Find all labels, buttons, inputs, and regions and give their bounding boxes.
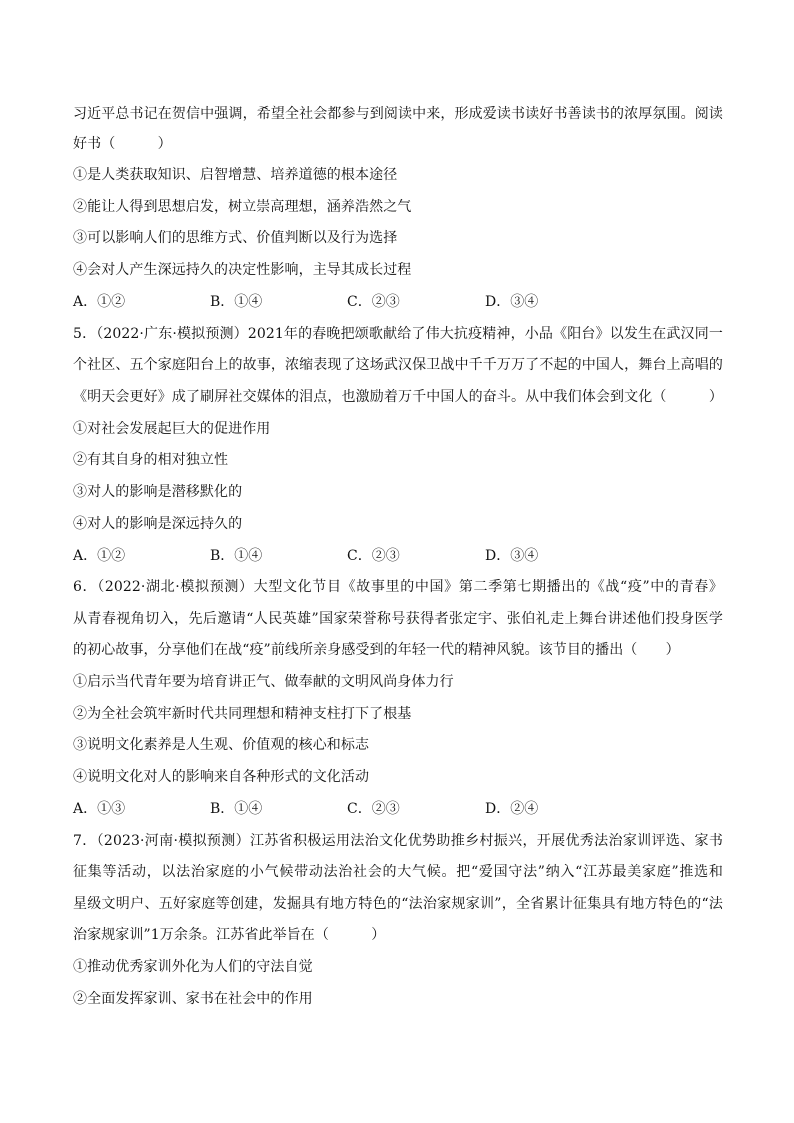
q5-option-c: C．②③	[347, 548, 400, 564]
q6-option-a: A．①③	[73, 801, 126, 817]
q5-option-b: B．①④	[210, 548, 263, 564]
q4-option-a: A．①②	[73, 294, 126, 310]
q4-stem-line-2: 好书（ ）	[73, 136, 172, 152]
q5-statement-1: ①对社会发展起巨大的促进作用	[73, 421, 271, 437]
q6-stem-line-3: 的初心故事，分享他们在战“疫”前线所亲身感受到的年轻一代的精神风貌。该节目的播出（ ）	[73, 642, 680, 658]
q5-statement-3: ③对人的影响是潜移默化的	[73, 484, 243, 500]
q7-stem-line-1: 7．（2023·河南·模拟预测）江苏省积极运用法治文化优势助推乡村振兴，开展优秀法治家训评选、家书	[73, 833, 723, 849]
q4-options	[73, 290, 723, 314]
q7-stem-line-2: 征集等活动，以法治家庭的小气候带动法治社会的大气候。把“爱国守法”纳入“江苏最美家庭”推选和	[73, 864, 723, 880]
q5-option-a: A．①②	[73, 548, 126, 564]
q6-options	[73, 797, 723, 821]
q6-stem-line-1: 6．（2022·湖北·模拟预测）大型文化节目《故事里的中国》第二季第七期播出的《战“疫”中的青春》	[73, 579, 723, 595]
q7-statement-2: ②全面发挥家训、家书在社会中的作用	[73, 991, 313, 1007]
q5-options	[73, 544, 723, 568]
q5-statement-4: ④对人的影响是深远持久的	[73, 516, 243, 532]
q7-stem-line-3: 星级文明户、五好家庭等创建，发掘具有地方特色的“法治家规家训”，全省累计征集具有地方特色的“法	[73, 896, 723, 912]
q6-option-b: B．①④	[210, 801, 263, 817]
q4-statement-4: ④会对人产生深远持久的决定性影响，主导其成长过程	[73, 262, 412, 278]
q4-stem-line-1: 习近平总书记在贺信中强调，希望全社会都参与到阅读中来，形成爱读书读好书善读书的浓厚氛围。阅读	[73, 106, 723, 122]
q4-option-b: B．①④	[210, 294, 263, 310]
q4-statement-3: ③可以影响人们的思维方式、价值判断以及行为选择	[73, 230, 398, 246]
q4-statement-1: ①是人类获取知识、启智增慧、培养道德的根本途径	[73, 167, 398, 183]
q5-statement-2: ②有其自身的相对独立性	[73, 452, 229, 468]
q5-stem-line-2: 个社区、五个家庭阳台上的故事，浓缩表现了这场武汉保卫战中千千万万了不起的中国人，舞台上高唱的	[73, 357, 723, 373]
q4-option-c: C．②③	[347, 294, 400, 310]
q4-option-d: D．③④	[485, 294, 539, 310]
q4-statement-2: ②能让人得到思想启发，树立崇高理想，涵养浩然之气	[73, 199, 412, 215]
q7-stem-line-4: 治家规家训”1万余条。江苏省此举旨在（ ）	[73, 927, 386, 943]
q6-statement-4: ④说明文化对人的影响来自各种形式的文化活动	[73, 769, 370, 785]
q5-stem-line-3: 《明天会更好》成了刷屏社交媒体的泪点，也激励着万千中国人的奋斗。从中我们体会到文化（ ）	[73, 389, 723, 405]
q5-stem-line-1: 5．（2022·广东·模拟预测）2021年的春晚把颂歌献给了伟大抗疫精神，小品《阳台》以发生在武汉同一	[73, 326, 723, 342]
q6-option-c: C．②③	[347, 801, 400, 817]
q6-option-d: D．②④	[485, 801, 539, 817]
q7-statement-1: ①推动优秀家训外化为人们的守法自觉	[73, 959, 313, 975]
q5-option-d: D．③④	[485, 548, 539, 564]
q6-statement-1: ①启示当代青年要为培育讲正气、做奉献的文明风尚身体力行	[73, 674, 454, 690]
q6-stem-line-2: 从青春视角切入，先后邀请“人民英雄”国家荣誉称号获得者张定宇、张伯礼走上舞台讲述他们投身医学	[73, 611, 723, 627]
q6-statement-2: ②为全社会筑牢新时代共同理想和精神支柱打下了根基	[73, 706, 412, 722]
q6-statement-3: ③说明文化素养是人生观、价值观的核心和标志	[73, 737, 370, 753]
